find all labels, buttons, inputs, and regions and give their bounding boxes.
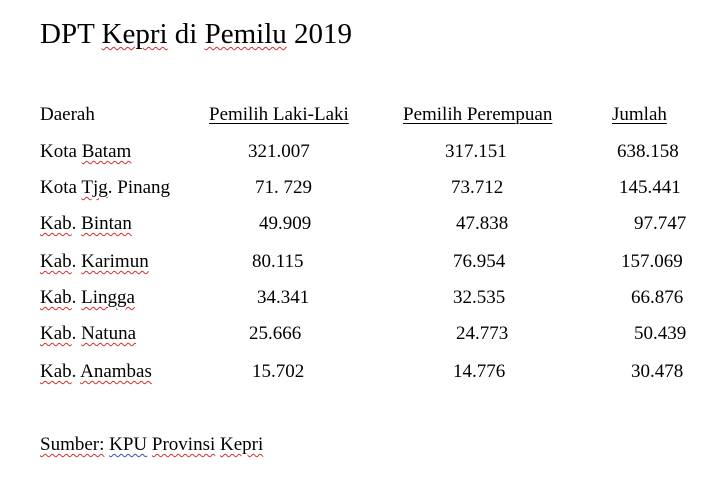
row-region: Kab. Karimun (40, 251, 149, 272)
title-word: DPT (40, 18, 95, 50)
header-male: Pemilih Laki-Laki (209, 104, 349, 125)
cell-total: 145.441 (619, 177, 681, 198)
region-suffix: . Pinang (107, 177, 171, 198)
source-word: Provinsi (151, 434, 216, 455)
region-name: Anambas (80, 361, 152, 382)
source-label: Sumber: (40, 434, 105, 455)
row-region (40, 140, 131, 164)
cell-male: 25.666 (249, 323, 302, 344)
region-prefix: Kab (40, 323, 72, 344)
header-total: Jumlah (612, 104, 667, 125)
region-name: Lingga (81, 287, 135, 308)
cell-male: 34.341 (257, 287, 310, 308)
cell-total: 638.158 (617, 141, 679, 162)
title-word: di (174, 18, 198, 50)
cell-female: 24.773 (456, 323, 509, 344)
cell-female: 73.712 (451, 177, 504, 198)
title-word: 2019 (294, 18, 353, 50)
region-name: Bintan (81, 213, 132, 234)
cell-female: 47.838 (456, 213, 509, 234)
cell-female: 14.776 (453, 361, 506, 382)
region-name: Tjg (81, 177, 108, 198)
title-word: Kepri (101, 18, 168, 50)
row-region: Kab. Anambas (40, 361, 152, 382)
cell-total: 66.876 (631, 287, 684, 308)
row-region: Kab. Lingga (40, 287, 135, 308)
row-region (40, 176, 170, 200)
cell-female: 32.535 (453, 287, 506, 308)
row-region: Kab. Bintan (40, 213, 132, 234)
region-name: Natuna (81, 323, 137, 344)
cell-male: 71. 729 (255, 177, 312, 198)
header-region: Daerah (40, 104, 95, 125)
region-prefix: Kota (40, 177, 77, 198)
cell-total: 97.747 (634, 213, 687, 234)
title-word: Pemilu (204, 18, 287, 50)
source-word: Kepri (220, 434, 264, 455)
region-prefix: Kab (40, 361, 72, 382)
region-prefix: Kota (40, 141, 77, 162)
cell-total: 157.069 (621, 251, 683, 272)
region-prefix: Kab (40, 287, 72, 308)
cell-female: 76.954 (453, 251, 506, 272)
source-note (40, 433, 263, 457)
region-name: Batam (81, 141, 132, 162)
cell-male: 49.909 (259, 213, 312, 234)
region-name: Karimun (81, 251, 149, 272)
cell-total: 50.439 (634, 323, 687, 344)
cell-male: 15.702 (252, 361, 305, 382)
region-prefix: Kab (40, 213, 72, 234)
cell-male: 80.115 (252, 251, 304, 272)
region-prefix: Kab (40, 251, 72, 272)
cell-female: 317.151 (445, 141, 507, 162)
page-title (40, 16, 352, 52)
cell-male: 321.007 (248, 141, 310, 162)
source-org: KPU (109, 434, 148, 455)
cell-total: 30.478 (631, 361, 684, 382)
row-region: Kab. Natuna (40, 323, 137, 344)
header-female: Pemilih Perempuan (403, 104, 553, 125)
